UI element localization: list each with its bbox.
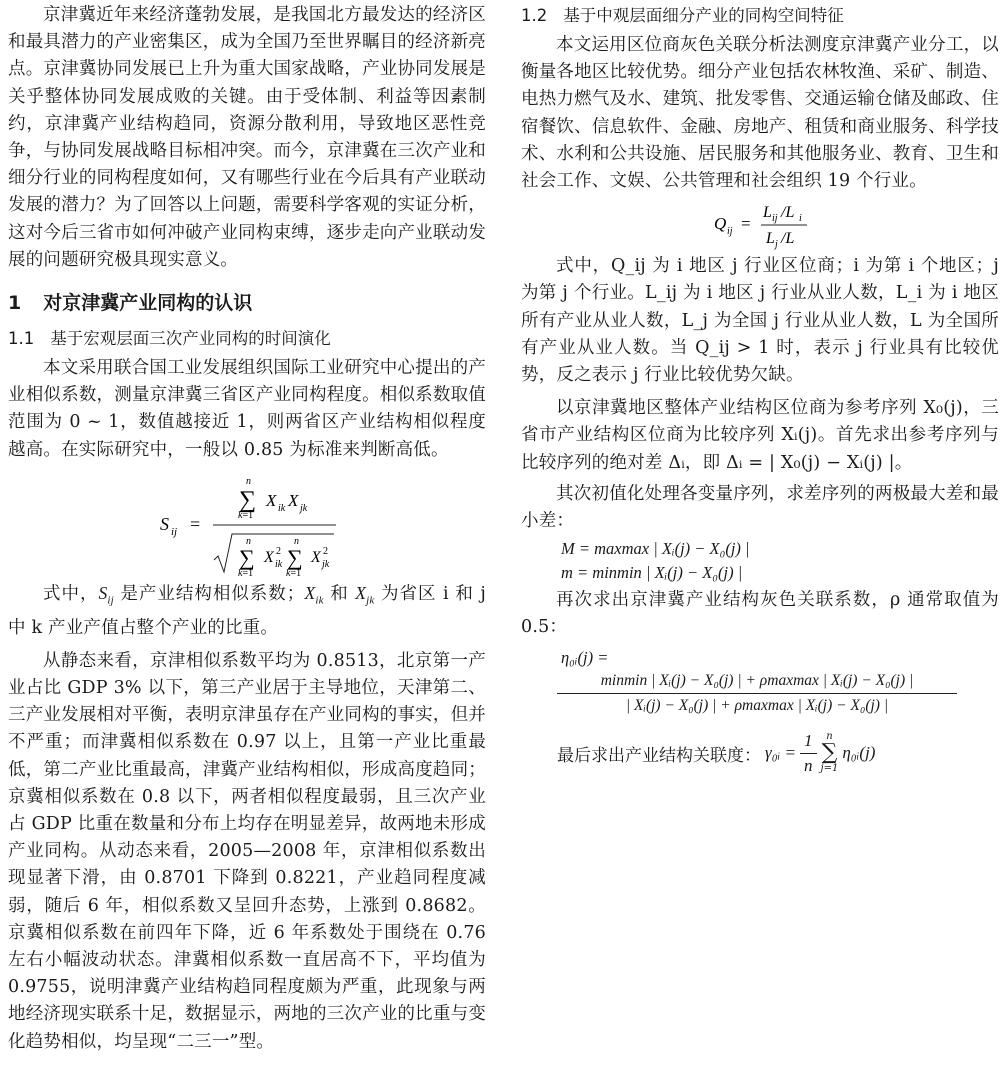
svg-text:2: 2	[276, 545, 281, 557]
location-quotient-formula	[521, 195, 999, 253]
subsection-title: 基于中观层面细分产业的同构空间特征	[563, 6, 844, 25]
def-text-d: 为省区 i 和 j 中 k 产业产值占整个产业的比重。	[8, 583, 486, 638]
svg-text:S: S	[160, 513, 169, 534]
left-column	[8, 0, 486, 1056]
gamma-tail: η₀ᵢ(j)	[842, 743, 876, 763]
svg-text:ij: ij	[171, 525, 178, 538]
svg-text:∑: ∑	[287, 544, 303, 570]
analysis-paragraph: 从静态来看，京津相似系数平均为 0.8513，北京第一产业占比 GDP 3% 以下，第三产业居于主导地位，天津第二、三产业发展相对平衡，表明京津虽存在产业同构的事实，但并不严重；而津冀相似系数在 0.97 以上，且第一产业比重最低，第二产业比重最高，津冀产业结构相似，形成高度趋同；京冀相似系数在 0.8 以下，两者相似程度最弱，且三次产业占 GDP 比重在数量和分布上均存在明显差异，故两地未形成产业同构。从动态来看，2005—2008 年，京津相似系数出现显著下滑，由 0.8701 下降到 0.8221，产业趋同程度减弱，随后 6 年，相似系数又呈回升态势，上涨到 0.8682。京冀相似系数在前四年下降，近 6 年系数处于围绕在 0.76 左右小幅波动状态。津冀相似系数一直居高不下，平均值为 0.9755，说明津冀产业结构趋同程度颇为严重，此现象与两地经济现实联系十足，数据显示，两地的三次产业的比重与变化趋势相似，均呈现“二三一”型。	[8, 650, 486, 1052]
subsection-number: 1.2	[521, 6, 548, 25]
right-column	[521, 0, 999, 776]
eta-numerator: minmin | Xᵢ(j) − X₀(j) | + ρmaxmax | Xᵢ(j) − X₀(j) |	[557, 672, 957, 694]
eta-denominator: | Xᵢ(j) − X₀(j) | + ρmaxmax | Xᵢ(j) − X₀(j) |	[625, 696, 889, 714]
svg-text:n: n	[246, 475, 251, 487]
equation-eta-lhs: η₀ᵢ(j) =	[561, 647, 609, 667]
equation-min-difference: m = minmin | Xᵢ(j) − X₀(j) |	[561, 563, 743, 583]
equation-max-difference: M = maxmax | Xᵢ(j) − X₀(j) |	[561, 539, 750, 559]
svg-text:jk: jk	[300, 502, 308, 514]
similarity-formula	[8, 470, 486, 580]
location-quotient-svg	[521, 195, 999, 253]
gamma-fraction: $\frac{1}{n}$	[800, 731, 817, 776]
svg-text:L: L	[763, 204, 772, 222]
quotient-definition-paragraph: 式中，Q_ij 为 i 地区 j 行业区位商；i 为第 i 个地区；j 为第 j 个行业。L_ij 为 i 地区 j 行业从业人数，L_i 为 i 地区所有产业从业人数，L_j 为全国 j 行业从业人数，L 为全国所有产业从业人数。当 Q_ij > 1 时，表示 j 行业具有比较优势，反之表示 j 行业比较优势欠缺。	[521, 256, 999, 386]
svg-text:n: n	[294, 535, 299, 547]
intro-paragraph: 京津冀近年来经济蓬勃发展，是我国北方最发达的经济区和最具潜力的产业密集区，成为全国乃至世界瞩目的经济新亮点。京津冀协同发展已上升为重大国家战略，产业协同发展是关乎整体协同发展成败的关键。由于受体制、利益等因素制约，京津冀产业结构趋同，资源分散利用，导致地区恶性竞争，与协同发展战略目标相冲突。而今，京津冀在三次产业和细分行业的同构程度如何，又有哪些行业在今后具有产业联动发展的潜力？为了回答以上问题，需要科学客观的实证分析，这对今后三省市如何冲破产业同构束缚，逐步走向产业联动发展的问题研究极具现实意义。	[8, 5, 486, 270]
svg-text:/L: /L	[781, 230, 795, 248]
def-text-c: 和	[323, 583, 356, 604]
subsection-1-2-heading	[521, 2, 999, 26]
svg-text:X: X	[266, 490, 277, 510]
final-text: 最后求出产业结构关联度：	[557, 745, 761, 766]
svg-text:=: =	[190, 513, 201, 534]
svg-text:Q: Q	[714, 214, 727, 234]
svg-text:L: L	[766, 230, 775, 248]
s-ij-symbol: $S_{ij}$	[98, 582, 114, 607]
svg-text:ij: ij	[772, 213, 778, 225]
svg-text:ij: ij	[727, 226, 733, 238]
svg-text:k=1: k=1	[286, 567, 302, 579]
svg-text:2: 2	[323, 545, 328, 557]
svg-text:ik: ik	[278, 502, 286, 514]
definition-paragraph	[8, 580, 486, 642]
x-ik-symbol: $X_{ik}$	[304, 582, 324, 607]
svg-text:X: X	[264, 548, 274, 566]
svg-text:ik: ik	[275, 558, 283, 570]
method-paragraph: 本文采用联合国工业发展组织国际工业研究中心提出的产业相似系数，测量京津冀三省区产业同构程度。相似系数取值范围为 0 ~ 1，数值越接近 1，则两省区产业结构相似程度越高。在实际研究中，一般以 0.85 为标准来判断高低。	[8, 358, 486, 460]
subsection-number: 1.1	[8, 329, 35, 349]
svg-text:n: n	[246, 535, 251, 547]
gamma-sum-symbol: n ∑ j=1	[820, 731, 839, 775]
svg-text:i: i	[799, 213, 802, 225]
def-text-b: 是产业结构相似系数；	[113, 583, 305, 604]
equation-eta-fraction	[557, 672, 957, 715]
similarity-formula-svg	[8, 470, 486, 580]
subsection-1-1-heading	[8, 325, 486, 349]
svg-text:j: j	[775, 239, 778, 251]
def-text-a: 式中，	[43, 583, 99, 604]
x-jk-symbol: $X_{jk}$	[355, 582, 375, 607]
svg-text:X: X	[311, 548, 321, 566]
initialization-paragraph: 其次初值化处理各变量序列，求差序列的两极最大差和最小差：	[521, 483, 999, 532]
svg-text:jk: jk	[322, 558, 330, 570]
svg-text:∑: ∑	[239, 486, 257, 513]
svg-text:X: X	[288, 490, 299, 510]
svg-text:=: =	[741, 214, 751, 234]
svg-text:/L: /L	[781, 204, 795, 222]
svg-text:k=1: k=1	[238, 567, 254, 579]
section-number: 1	[8, 292, 22, 315]
method-paragraph-2: 本文运用区位商灰色关联分析法测度京津冀产业分工，以衡量各地区比较优势。细分产业包括农林牧渔、采矿、制造、电热力燃气及水、建筑、批发零售、交通运输仓储及邮政、住宿餐饮、信息软件、金融、房地产、租赁和商业服务、科学技术、水利和公共设施、居民服务和其他服务业、教育、卫生和社会工作、文娱、公共管理和社会组织 19 个行业。	[521, 35, 999, 192]
section-1-heading	[8, 288, 486, 315]
section-title: 对京津冀产业同构的认识	[43, 292, 253, 315]
rho-paragraph: 再次求出京津冀产业结构灰色关联系数，ρ 通常取值为 0.5：	[521, 590, 999, 638]
subsection-title: 基于宏观层面三次产业同构的时间演化	[50, 329, 331, 349]
svg-text:k=1: k=1	[238, 509, 254, 521]
gamma-lhs: γ₀ᵢ =	[765, 743, 797, 763]
final-relevance-line	[557, 731, 999, 776]
svg-text:∑: ∑	[239, 544, 255, 570]
reference-sequence-paragraph: 以京津冀地区整体产业结构区位商为参考序列 X₀(j)，三省市产业结构区位商为比较序列 Xᵢ(j)。首先求出参考序列与比较序列的绝对差 Δᵢ，即 Δᵢ = | X₀(j) − Xᵢ(j) |。	[521, 398, 999, 473]
